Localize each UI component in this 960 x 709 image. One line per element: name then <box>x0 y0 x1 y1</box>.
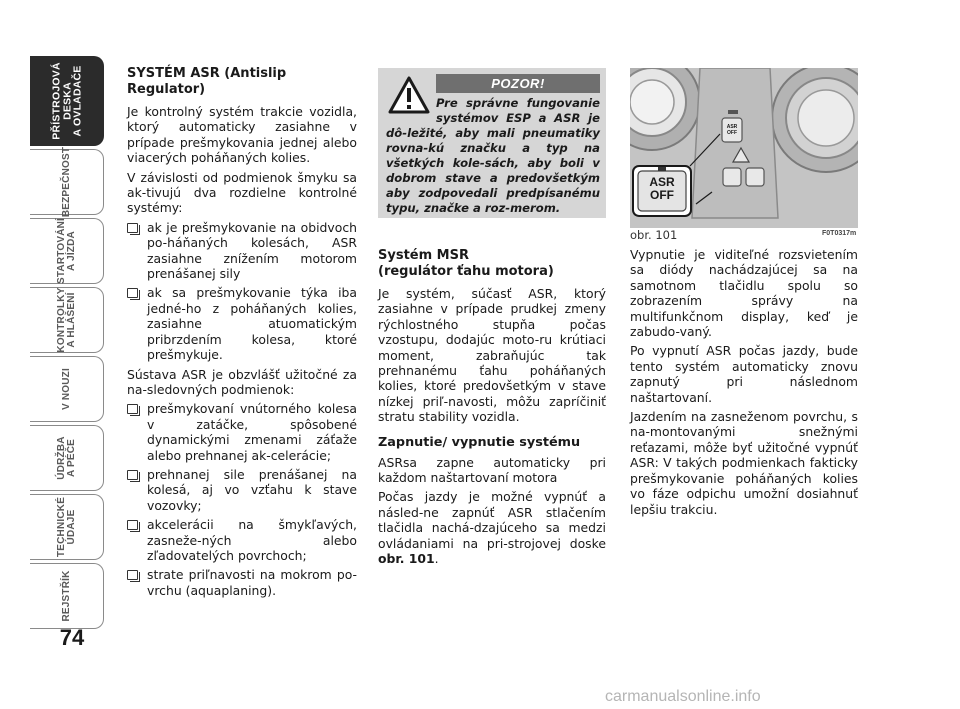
tab-bezpecnost[interactable] <box>30 146 104 218</box>
tab-rejstrik[interactable] <box>30 563 104 629</box>
paragraph: Jazdením na zasneženom povrchu, s na-montovanými snežnými reťazami, môže byť užitočné vypnúť ASR: V takých podmienkach fakticky prešmykovanie poháňaných kolies vo fáze odpichu umožní dosiahnuť lepšiu trakciu. <box>630 409 858 517</box>
list-item <box>127 285 357 362</box>
warning-header: POZOR! <box>436 74 600 93</box>
tab-pristrojova-deska[interactable] <box>30 56 104 146</box>
checkbox-bullet-icon <box>127 520 138 530</box>
list-item <box>127 517 357 563</box>
asr-small-line2: OFF <box>727 130 737 136</box>
column-right <box>630 247 858 521</box>
tab-label: BEZPEČNOST <box>60 146 72 218</box>
paragraph-end: . <box>434 551 439 567</box>
tab-technicke-udaje[interactable] <box>30 494 104 560</box>
paragraph-text: Počas jazdy je možné vypnúť a násled-ne zapnúť ASR stlačením tlačidla nachá-dzajúceho sa medzi ovládaniami na pri-strojovej doske <box>378 489 606 551</box>
column-left <box>127 66 357 602</box>
paragraph: Po vypnutí ASR počas jazdy, bude tento systém automaticky znovu zapnutý pri následnom naštartovaní. <box>630 343 858 405</box>
column-middle <box>378 248 606 571</box>
section-heading-msr: Systém MSR <box>378 248 469 263</box>
figure-caption: obr. 101 <box>630 228 678 242</box>
tab-udrzba[interactable] <box>30 425 104 491</box>
list-item <box>127 567 357 598</box>
paragraph <box>378 489 606 566</box>
asr-off-button-small-label <box>722 124 742 136</box>
paragraph: ASRsa zapne automaticky pri každom naštartovaní motora <box>378 454 606 486</box>
asr-button-line2: OFF <box>650 188 674 202</box>
warning-text: Pre správne fungovanie systémov ESP a ASR je dô-ležité, aby mali pneumatiky rovna-kú značku a typ na všetkých kole-sách, aby boli v dobrom stave a predovšetkým aby zodpovedali predpísanému typu, značke a roz-merom. <box>386 96 600 215</box>
list-item-text: akcelerácii na šmykľavých, zasneže-ných alebo zľadovatelých povrchoch; <box>147 517 357 563</box>
section-heading-asr: SYSTÉM ASR (Antislip Regulator) <box>127 66 287 97</box>
chapter-tabs <box>30 56 104 632</box>
list-item <box>127 401 357 463</box>
asr-off-button-label <box>636 176 688 202</box>
tab-label: PŘÍSTROJOVÁ DESKA A OVLADAČE <box>49 62 83 140</box>
figure-asr-button <box>630 68 858 228</box>
asr-small-line1: ASR <box>726 124 738 130</box>
list-item-text: strate priľnavosti na mokrom po-vrchu (aquaplaning). <box>147 567 357 598</box>
list-item <box>127 220 357 282</box>
list-item-text: ak je prešmykovanie na obidvoch po-háňaných kolesách, ASR zasiahne znížením motorom prenášanej sily <box>147 219 357 282</box>
paragraph: Je systém, súčasť ASR, ktorý zasiahne v prípade prudkej zmeny rýchlostného stupňa počas vzostupu, dodajúc moto-ru krútiaci moment, zabraňujúc tak prehnanému ťahu poháňaných kolies, ktoré predovšetkým v stave nízkej priľ-navosti, môžu zapríčiniť stratu stability vozidla. <box>378 286 606 425</box>
page-number: 74 <box>59 625 85 650</box>
watermark: carmanualsonline.info <box>605 688 761 705</box>
checkbox-bullet-icon <box>127 570 138 580</box>
dashboard-illustration <box>630 68 858 228</box>
checkbox-bullet-icon <box>127 288 138 298</box>
tab-v-nouzi[interactable] <box>30 356 104 422</box>
figure-code: F0T0317m <box>822 230 857 237</box>
paragraph: Je kontrolný systém trakcie vozidla, ktorý automaticky zasiahne v prípade prešmykovania jednej alebo viacerých poháňaných kolies. <box>127 104 357 166</box>
asr-button-line1: ASR <box>649 175 675 189</box>
bullet-list <box>127 401 357 598</box>
tab-label: ÚDRŽBA A PÉČE <box>55 436 77 480</box>
tab-label: TECHNICKÉ ÚDAJE <box>55 496 77 558</box>
list-item <box>127 467 357 513</box>
checkbox-bullet-icon <box>127 470 138 480</box>
paragraph: Vypnutie je viditeľné rozsvietením sa diódy nachádzajúcej sa na samotnom tlačidlu spolu so zobrazením správy na multifunkčnom display, keď je zabudo-vaný. <box>630 247 858 340</box>
paragraph: V závislosti od podmienok šmyku sa ak-tivujú dva rozdielne kontrolné systémy: <box>127 169 357 216</box>
checkbox-bullet-icon <box>127 404 138 414</box>
tab-label: STARTOVÁNÍ A JÍZDA <box>55 217 77 285</box>
list-item-text: prešmykovaní vnútorného kolesa v zatáčke, spôsobené dynamickými zmenami záťaže alebo prehnanej ak-celerácie; <box>147 401 357 463</box>
tab-label: REJSTŘÍK <box>60 570 72 622</box>
tab-label: KONTROLKY A HLÁŠENÍ <box>55 287 77 353</box>
list-item-text: prehnanej sile prenášanej na kolesá, aj vo vzťahu k stave vozovky; <box>147 466 357 513</box>
figure-reference: obr. 101 <box>378 551 435 567</box>
tab-startovani[interactable] <box>30 218 104 284</box>
paragraph: Sústava ASR je obzvlášť užitočné za na-sledovných podmienok: <box>127 366 357 397</box>
checkbox-bullet-icon <box>127 223 138 233</box>
list-item-text: ak sa prešmykovanie týka iba jedné-ho z poháňaných kolies, zasiahne atuomatickým pribrzdením kolesa, ktoré prešmykuje. <box>147 285 357 363</box>
tab-kontrolky[interactable] <box>30 287 104 353</box>
warning-box <box>378 68 606 218</box>
bullet-list <box>127 220 357 363</box>
section-subheading-msr: (regulátor ťahu motora) <box>378 264 554 279</box>
section-heading-switch: Zapnutie/ vypnutie systému <box>378 434 581 450</box>
tab-label: V NOUZI <box>60 368 72 410</box>
